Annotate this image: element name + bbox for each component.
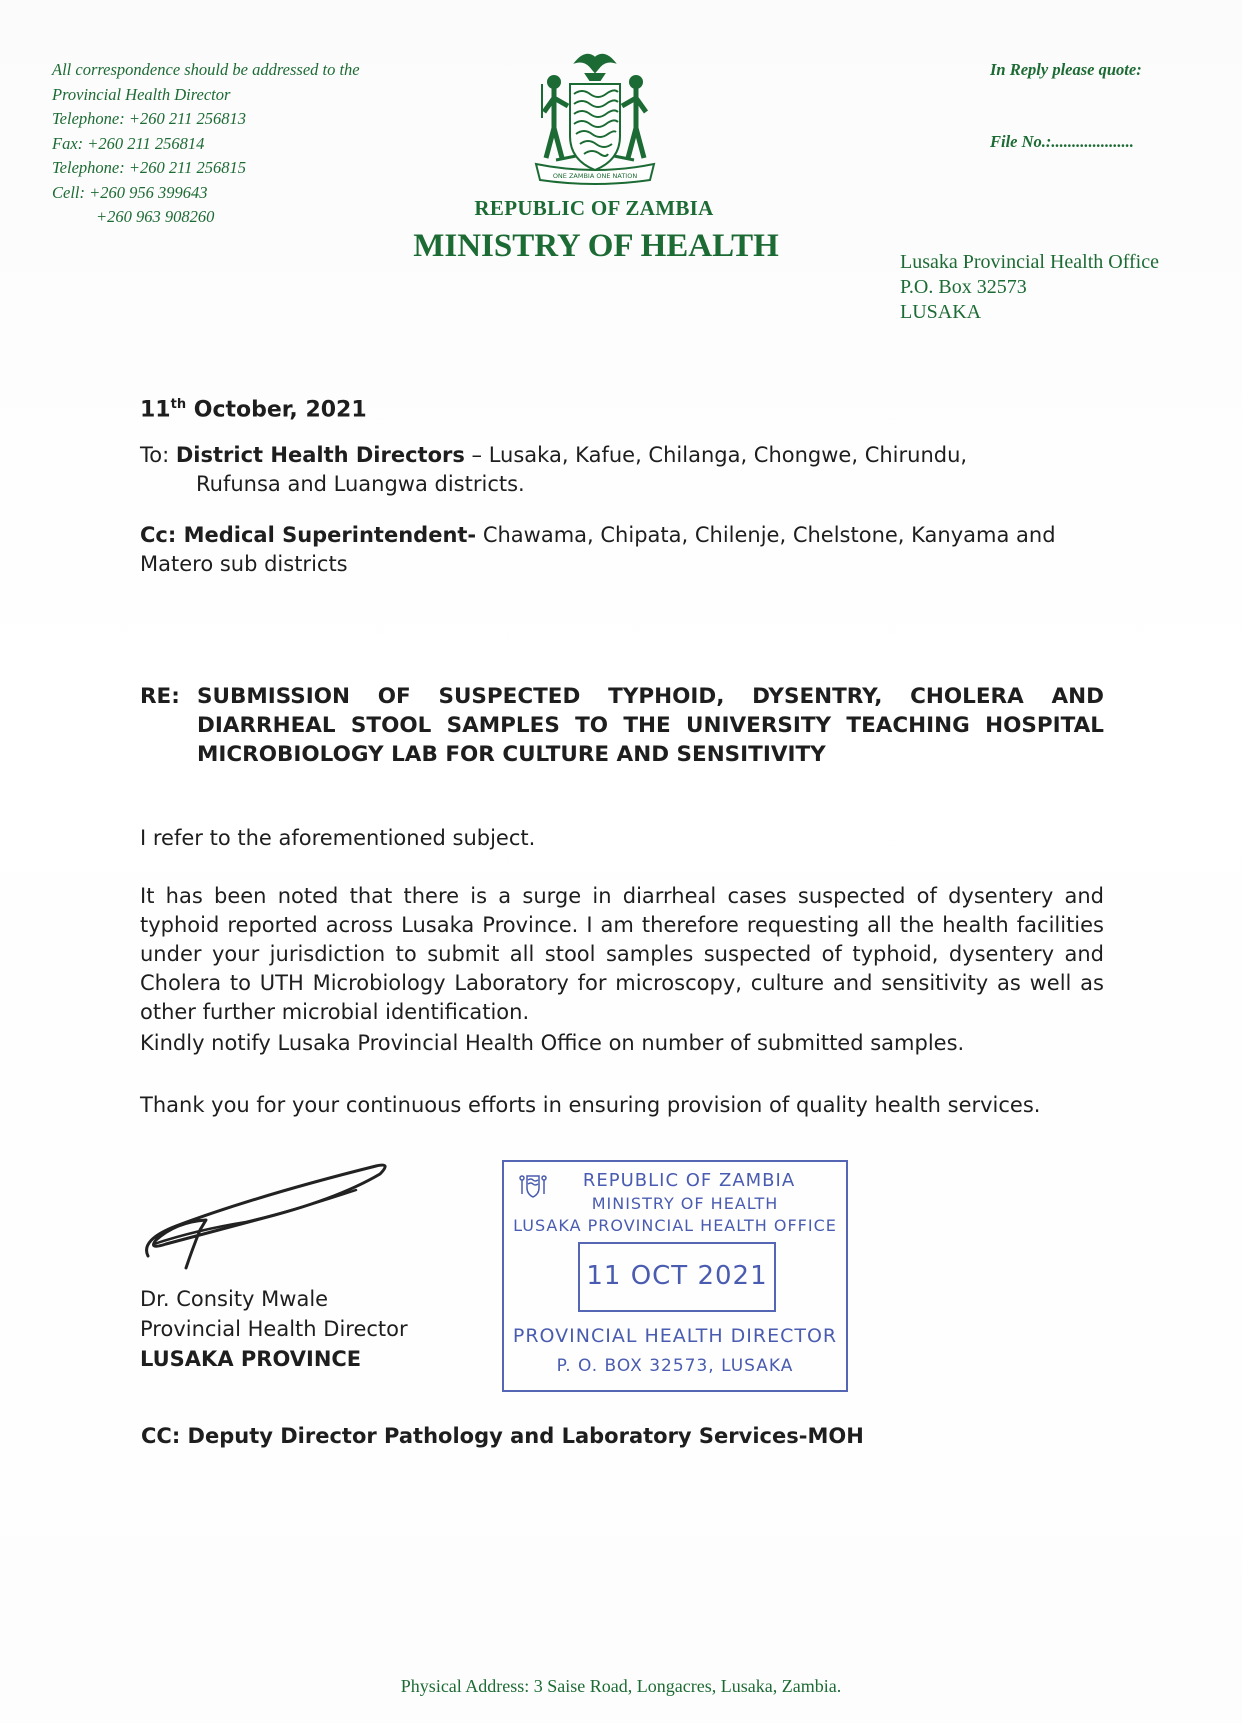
- file-number: File No.:....................: [990, 132, 1134, 151]
- to-label: To:: [140, 443, 176, 467]
- ministry-heading: MINISTRY OF HEALTH: [413, 228, 779, 264]
- signatory-block: [140, 1284, 408, 1374]
- stamp-po-box: P. O. BOX 32573, LUSAKA: [556, 1356, 794, 1376]
- contact-line: Telephone: +260 211 256815: [52, 158, 246, 177]
- republic-heading: REPUBLIC OF ZAMBIA: [474, 196, 714, 220]
- cc-label: Cc:: [140, 523, 184, 547]
- notify-paragraph: Kindly notify Lusaka Provincial Health Office on number of submitted samples.: [140, 1031, 965, 1055]
- stamp-republic: REPUBLIC OF ZAMBIA: [582, 1170, 796, 1191]
- date-rest: October, 2021: [186, 397, 367, 423]
- office-address-line: P.O. Box 32573: [900, 276, 1027, 298]
- official-stamp: [502, 1160, 848, 1392]
- thanks-paragraph: Thank you for your continuous efforts in ensuring provision of quality health services.: [140, 1093, 1041, 1117]
- office-address: [900, 250, 1159, 325]
- contact-line: All correspondence should be addressed to the: [52, 60, 360, 79]
- stamp-ministry: MINISTRY OF HEALTH: [591, 1194, 779, 1213]
- cc-line: [140, 521, 1104, 579]
- to-districts: – Lusaka, Kafue, Chilanga, Chongwe, Chirundu,: [464, 443, 968, 467]
- cc-recipient: Medical Superintendent-: [183, 523, 477, 547]
- physical-address: Physical Address: 3 Saise Road, Longacres, Lusaka, Zambia.: [400, 1676, 842, 1696]
- office-address-line: Lusaka Provincial Health Office: [900, 251, 1159, 273]
- main-paragraph: It has been noted that there is a surge in diarrheal cases suspected of dysentery and typhoid reported across Lusaka Province. I am therefore requesting all the health facilities under your jurisdiction to submit all stool samples suspected of typhoid, dysentery and Cholera to UTH Microbiology Laboratory for microscopy, culture and sensitivity as well as other further microbial identification.: [140, 884, 1104, 1024]
- contact-line: Cell: +260 956 399643: [52, 182, 208, 202]
- subject-text: SUBMISSION OF SUSPECTED TYPHOID, DYSENTRY, CHOLERA AND DIARRHEAL STOOL SAMPLES TO THE UNIVERSITY TEACHING HOSPITAL MICROBIOLOGY LAB FOR CULTURE AND SENSITIVITY: [197, 684, 1104, 767]
- zambia-coat-of-arms-icon: [526, 48, 664, 188]
- stamp-director: PROVINCIAL HEALTH DIRECTOR: [512, 1325, 838, 1347]
- stamp-office: LUSAKA PROVINCIAL HEALTH OFFICE: [513, 1216, 837, 1235]
- date-day: 11: [140, 397, 171, 423]
- contact-block: [52, 58, 360, 230]
- contact-line: Telephone: +260 211 256813: [52, 109, 246, 128]
- letter-date: [140, 390, 1104, 424]
- date-suffix: th: [170, 397, 187, 412]
- signatory-title: Provincial Health Director: [140, 1317, 408, 1341]
- office-address-line: LUSAKA: [900, 301, 982, 323]
- cc-subdistricts: Chawama, Chipata, Chilenje, Chelstone, Kanyama and Matero sub districts: [140, 523, 1056, 576]
- to-districts-cont: Rufunsa and Luangwa districts.: [196, 472, 525, 496]
- recipient-line: [140, 441, 1104, 499]
- reply-quote: In Reply please quote:: [990, 60, 1142, 79]
- contact-line: Fax: +260 211 256814: [52, 133, 205, 153]
- refer-paragraph: I refer to the aforementioned subject.: [140, 826, 536, 850]
- cc-footer: CC: Deputy Director Pathology and Laboratory Services-MOH: [141, 1424, 864, 1448]
- signatory-province: LUSAKA PROVINCE: [140, 1347, 362, 1371]
- coat-of-arms-motto: ONE ZAMBIA ONE NATION: [552, 172, 638, 180]
- signatory-name: Dr. Consity Mwale: [140, 1287, 329, 1311]
- stamp-date: 11 OCT 2021: [578, 1242, 776, 1312]
- subject-label: RE:: [140, 684, 180, 709]
- contact-line: Provincial Health Director: [52, 84, 231, 104]
- to-recipient: District Health Directors: [175, 443, 465, 467]
- handwritten-signature: [136, 1160, 396, 1270]
- subject-line: [140, 682, 1104, 769]
- contact-line: +260 963 908260: [96, 207, 215, 226]
